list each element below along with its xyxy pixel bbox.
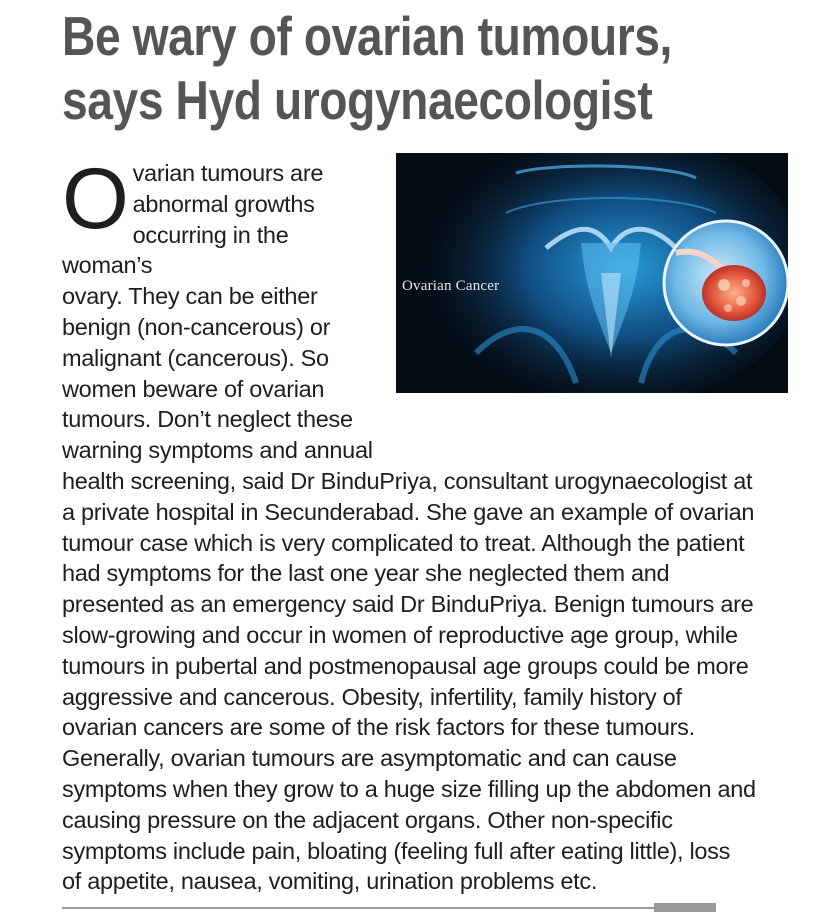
headline-line-2: says Hyd urogynaecologist — [62, 69, 653, 131]
headline-line-1: Be wary of ovarian tumours, — [62, 5, 672, 67]
ovarian-cancer-illustration — [396, 153, 788, 393]
drop-cap: O — [62, 151, 129, 247]
bottom-rule — [62, 907, 654, 909]
article-text: varian tumours are abnormal growths occurring in the woman’s ovary. They can be either benign (non-cancerous) or malignant (cancerous). So women beware of ovarian tumours. Don’t neglect these warning symptoms and annual health screening, said Dr BinduPriya, consultant urogynaecologist at a private hospital in Secunderabad. She gave an example of ovarian tumour case which is very complicated to treat. Although the patient had symptoms for the last one year she neglected them and presented as an emergency said Dr BinduPriya. Benign tumours are slow-growing and occur in women of reproductive age group, while tumours in pubertal and postmenopausal age groups could be more aggressive and cancerous. Obesity, infertility, family history of ovarian cancers are some of the risk factors for these tumours. Generally, ovarian tumours are asymptomatic and can cause symptoms when they grow to a huge size filling up the abdomen and causing pressure on the adjacent organs. Other non-specific symptoms include pain, bloating (feeling full after eating little), loss of appetite, nausea, vomiting, urination problems etc. — [62, 160, 756, 895]
article-body — [62, 151, 802, 897]
headline — [62, 4, 684, 132]
figure-label: Ovarian Cancer — [402, 278, 500, 294]
bottom-rule-block — [654, 903, 716, 912]
